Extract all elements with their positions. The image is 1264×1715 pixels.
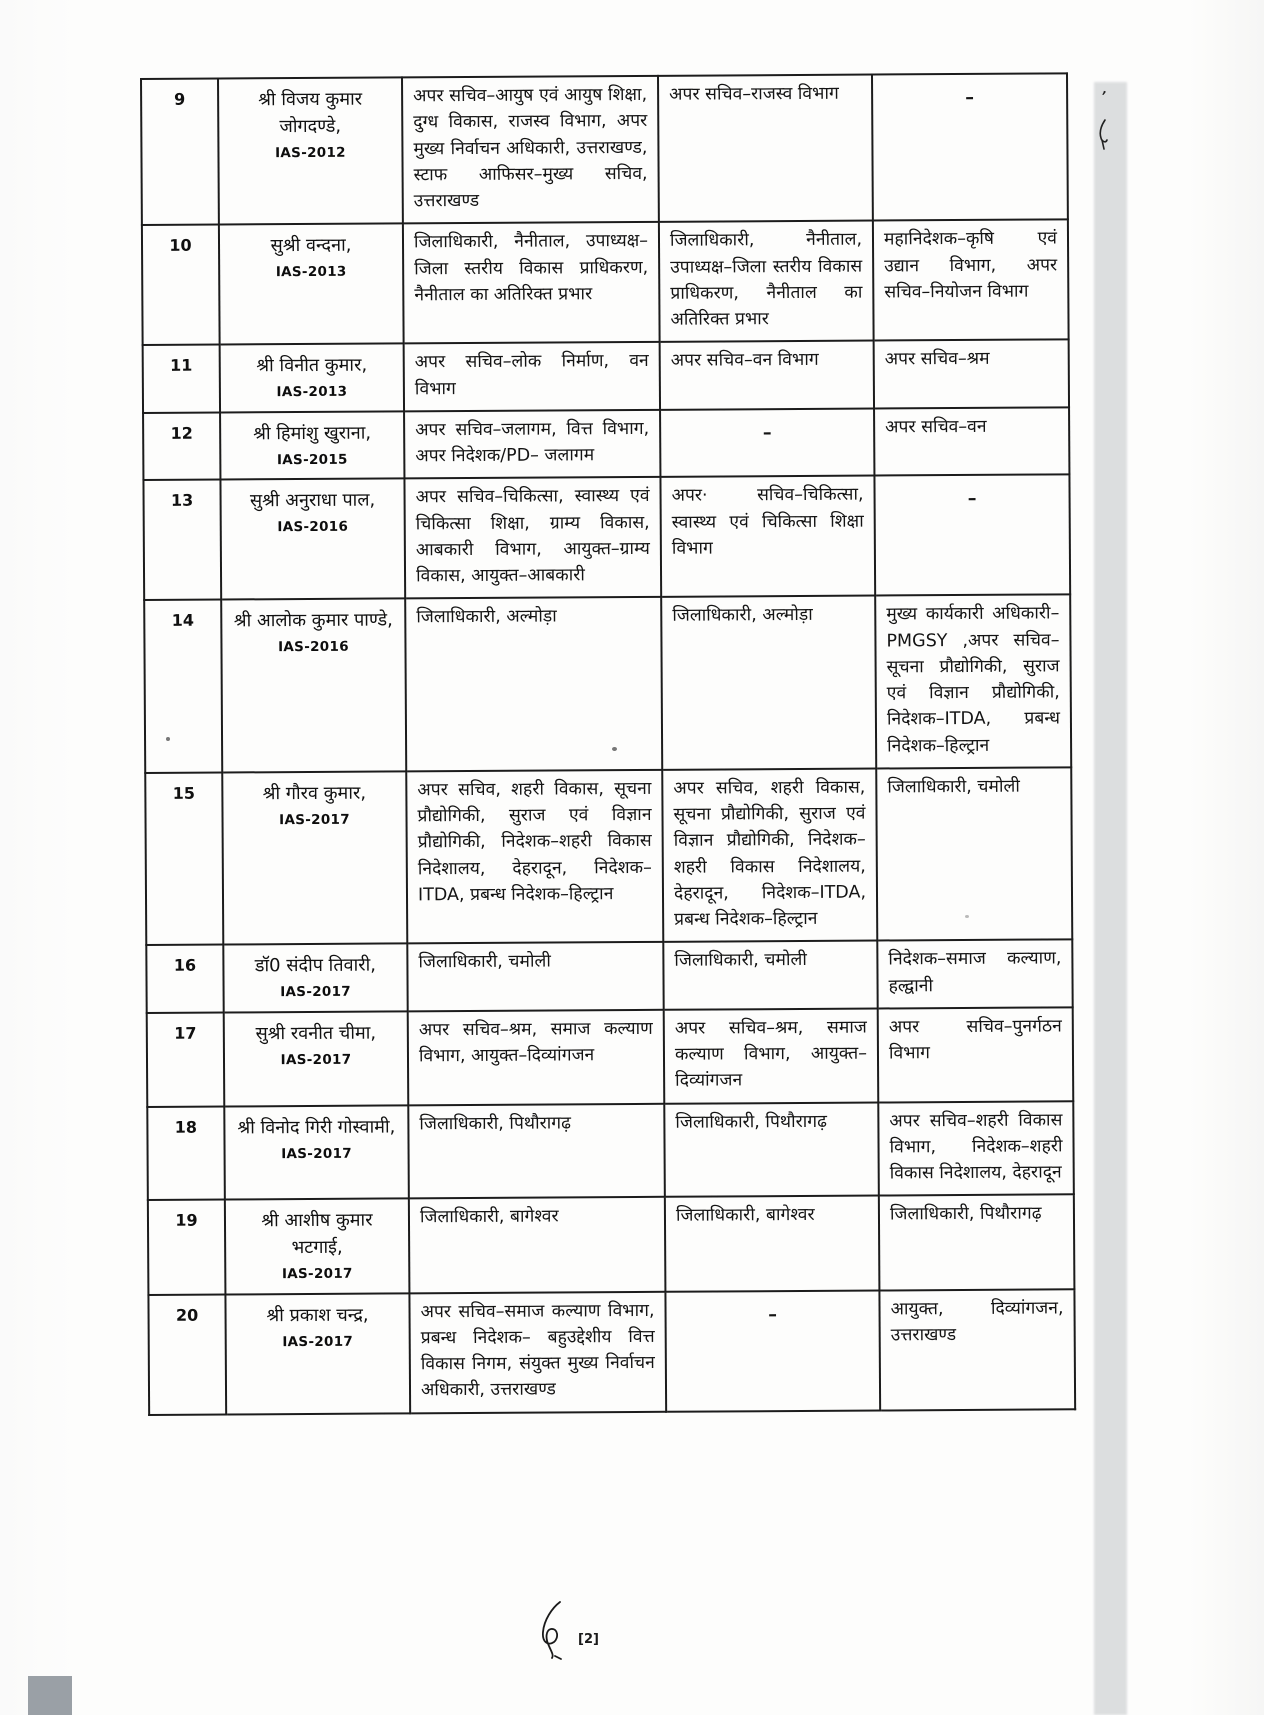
current-posting-cell: जिलाधिकारी, नैनीताल, उपाध्यक्ष–जिला स्तरीय विकास प्राधिकरण, नैनीताल का अतिरिक्त प्रभार: [403, 222, 660, 344]
officer-name-cell: [223, 944, 407, 1013]
new-posting-cell: आयुक्त, दिव्यांगजन, उत्तराखण्ड: [879, 1289, 1075, 1410]
officer-name-cell: [225, 1199, 410, 1294]
page-number: [2]: [578, 1632, 599, 1647]
relinquished-posting-cell: जिलाधिकारी, नैनीताल, उपाध्यक्ष–जिला स्तरीय विकास प्राधिकरण, नैनीताल का अतिरिक्त प्रभार: [659, 221, 874, 342]
signature-mark: [530, 1598, 572, 1660]
current-posting-cell: अपर सचिव, शहरी विकास, सूचना प्रौद्योगिकी, सुराज एवं विज्ञान प्रौद्योगिकी, निदेशक–शहरी विकास निदेशालय, देहरादून, निदेशक–ITDA, प्रबन्ध निदेशक–हिल्ट्रान: [406, 770, 663, 944]
table-row: [143, 407, 1069, 480]
ias-batch: IAS-2013: [275, 263, 347, 281]
current-posting-cell: जिलाधिकारी, बागेश्वर: [409, 1197, 666, 1293]
table-row: [142, 220, 1069, 346]
serial-number: 12: [143, 412, 220, 480]
table-row: [148, 1289, 1075, 1415]
officer-name-cell: [221, 599, 406, 773]
current-posting-cell: जिलाधिकारी, पिथौरागढ़: [408, 1103, 665, 1198]
officer-name-cell: [222, 771, 407, 945]
new-posting-cell: जिलाधिकारी, चमोली: [876, 767, 1072, 941]
officer-name: श्री आलोक कुमार पाण्डे,: [233, 609, 393, 632]
relinquished-posting-cell: –: [660, 408, 874, 477]
ias-batch: IAS-2012: [275, 144, 346, 162]
relinquished-posting-cell: –: [665, 1290, 880, 1411]
current-posting-cell: अपर सचिव–जलागम, वित्त विभाग, अपर निदेशक/PD– जलागम: [404, 410, 660, 479]
ias-batch: IAS-2017: [280, 1051, 352, 1068]
new-posting-cell: –: [872, 73, 1068, 220]
new-posting-cell: अपर सचिव–शहरी विकास विभाग, निदेशक–शहरी विकास निदेशालय, देहरादून: [878, 1101, 1074, 1196]
new-posting-cell: महानिदेशक–कृषि एवं उद्यान विभाग, अपर सचिव–नियोजन विभाग: [873, 220, 1069, 341]
relinquished-posting-cell: अपर सचिव–वन विभाग: [660, 341, 874, 410]
serial-number: 11: [143, 345, 220, 413]
new-posting-cell: निदेशक–समाज कल्याण, हल्द्वानी: [877, 940, 1072, 1009]
serial-number: 18: [147, 1106, 225, 1200]
table-row: [147, 1007, 1074, 1106]
scan-shadow-band: [1094, 82, 1127, 1715]
serial-number: 16: [146, 945, 223, 1013]
ias-batch: IAS-2017: [282, 1333, 354, 1350]
officer-name: श्री विनोद गिरी गोस्वामी,: [237, 1115, 396, 1138]
relinquished-posting-cell: जिलाधिकारी, चमोली: [663, 941, 877, 1010]
ias-batch: IAS-2016: [278, 638, 349, 656]
table-row: [147, 1101, 1074, 1200]
new-posting-cell: मुख्य कार्यकारी अधिकारी–PMGSY ,अपर सचिव–सूचना प्रौद्योगिकी, सुराज एवं विज्ञान प्रौद्योगिकी, निदेशक–ITDA, प्रबन्ध निदेशक–हिल्ट्रान: [875, 595, 1071, 769]
current-posting-cell: अपर सचिव–चिकित्सा, स्वास्थ्य एवं चिकित्सा शिक्षा, ग्राम्य विकास, आबकारी विभाग, आयुक्त–ग्राम्य विकास, आयुक्त–आबकारी: [404, 477, 661, 599]
officer-name-cell: [224, 1011, 409, 1106]
ias-batch: IAS-2016: [277, 518, 349, 536]
officer-name: श्री हिमांशु खुराना,: [253, 422, 372, 445]
current-posting-cell: जिलाधिकारी, चमोली: [407, 942, 663, 1011]
officer-name-cell: [225, 1293, 410, 1414]
serial-number: 10: [142, 225, 220, 345]
new-posting-cell: जिलाधिकारी, पिथौरागढ़: [879, 1195, 1075, 1290]
officer-name: सुश्री रवनीत चीमा,: [255, 1022, 377, 1045]
officer-name-cell: [224, 1105, 409, 1200]
table-row: [143, 340, 1069, 413]
table-row: [141, 73, 1068, 225]
current-posting-cell: अपर सचिव–समाज कल्याण विभाग, प्रबन्ध निदेशक– बहुउद्देशीय वित्त विकास निगम, संयुक्त मुख्य निर्वाचन अधिकारी, उत्तराखण्ड: [409, 1291, 666, 1413]
serial-number: 17: [147, 1012, 225, 1106]
table-row: [144, 595, 1071, 773]
officer-name: श्री विनीत कुमार,: [256, 354, 368, 377]
serial-number: 9: [141, 79, 219, 226]
table-row: [146, 940, 1072, 1013]
pen-mark: ’: [1097, 87, 1108, 110]
relinquished-posting-cell: जिलाधिकारी, पिथौरागढ़: [664, 1102, 879, 1197]
officer-name: श्री प्रकाश चन्द्र,: [266, 1304, 369, 1326]
officer-name: श्री आशीष कुमार भटगाई,: [261, 1209, 373, 1259]
current-posting-cell: अपर सचिव–श्रम, समाज कल्याण विभाग, आयुक्त–दिव्यांगजन: [408, 1010, 665, 1105]
page-footer: [0, 1598, 1264, 1668]
scan-corner-artifact: [28, 1676, 72, 1715]
officer-name-cell: [220, 344, 404, 413]
current-posting-cell: जिलाधिकारी, अल्मोड़ा: [405, 597, 662, 771]
serial-number: 15: [145, 772, 223, 945]
serial-number: 20: [148, 1294, 226, 1414]
serial-number: 14: [144, 600, 222, 773]
current-posting-cell: अपर सचिव–आयुष एवं आयुष शिक्षा, दुग्ध विकास, राजस्व विभाग, अपर मुख्य निर्वाचन अधिकारी, उत्तराखण्ड, स्टाफ आफिसर–मुख्य सचिव, उत्तराखण्ड: [402, 76, 659, 224]
officer-name-cell: [218, 77, 403, 224]
relinquished-posting-cell: जिलाधिकारी, बागेश्वर: [665, 1196, 880, 1292]
new-posting-cell: अपर सचिव–पुनर्गठन विभाग: [878, 1007, 1074, 1102]
ias-batch: IAS-2017: [280, 983, 352, 1001]
new-posting-cell: –: [874, 475, 1070, 596]
ias-batch: IAS-2013: [276, 383, 348, 401]
pen-mark: [1095, 118, 1113, 152]
relinquished-posting-cell: अपर सचिव–श्रम, समाज कल्याण विभाग, आयुक्त– दिव्यांगजन: [664, 1008, 879, 1103]
table-row: [148, 1195, 1075, 1295]
officer-name: सुश्री वन्दना,: [270, 234, 352, 257]
ias-batch: IAS-2017: [279, 811, 350, 828]
relinquished-posting-cell: जिलाधिकारी, अल्मोड़ा: [661, 596, 876, 770]
officer-name: श्री गौरव कुमार,: [262, 782, 367, 805]
new-posting-cell: अपर सचिव–वन: [874, 407, 1069, 476]
officer-name: श्री विजय कुमार जोगदण्डे,: [258, 88, 363, 138]
officer-name: सुश्री अनुराधा पाल,: [249, 489, 376, 512]
ias-batch: IAS-2017: [281, 1145, 353, 1162]
officer-name-cell: [220, 479, 405, 600]
current-posting-cell: अपर सचिव–लोक निर्माण, वन विभाग: [404, 342, 660, 411]
officer-name-cell: [219, 224, 404, 345]
relinquished-posting-cell: अपर सचिव–राजस्व विभाग: [658, 75, 873, 223]
officer-name-cell: [220, 411, 404, 480]
officer-name: डॉ0 संदीप तिवारी,: [254, 954, 377, 977]
relinquished-posting-cell: अपर सचिव, शहरी विकास, सूचना प्रौद्योगिकी, सुराज एवं विज्ञान प्रौद्योगिकी, निदेशक–शहरी विकास निदेशालय, देहरादून, निदेशक–ITDA, प्रबन्ध निदेशक–हिल्ट्रान: [662, 768, 877, 942]
relinquished-posting-cell: अपर· सचिव–चिकित्सा, स्वास्थ्य एवं चिकित्सा शिक्षा विभाग: [660, 476, 875, 597]
ias-batch: IAS-2015: [276, 451, 348, 468]
serial-number: 13: [143, 480, 221, 600]
new-posting-cell: अपर सचिव–श्रम: [874, 340, 1069, 409]
serial-number: 19: [148, 1200, 226, 1295]
table-row: [145, 767, 1072, 945]
transfer-order-table: [140, 72, 1074, 1415]
ias-batch: IAS-2017: [281, 1265, 353, 1283]
table-row: [143, 475, 1070, 601]
